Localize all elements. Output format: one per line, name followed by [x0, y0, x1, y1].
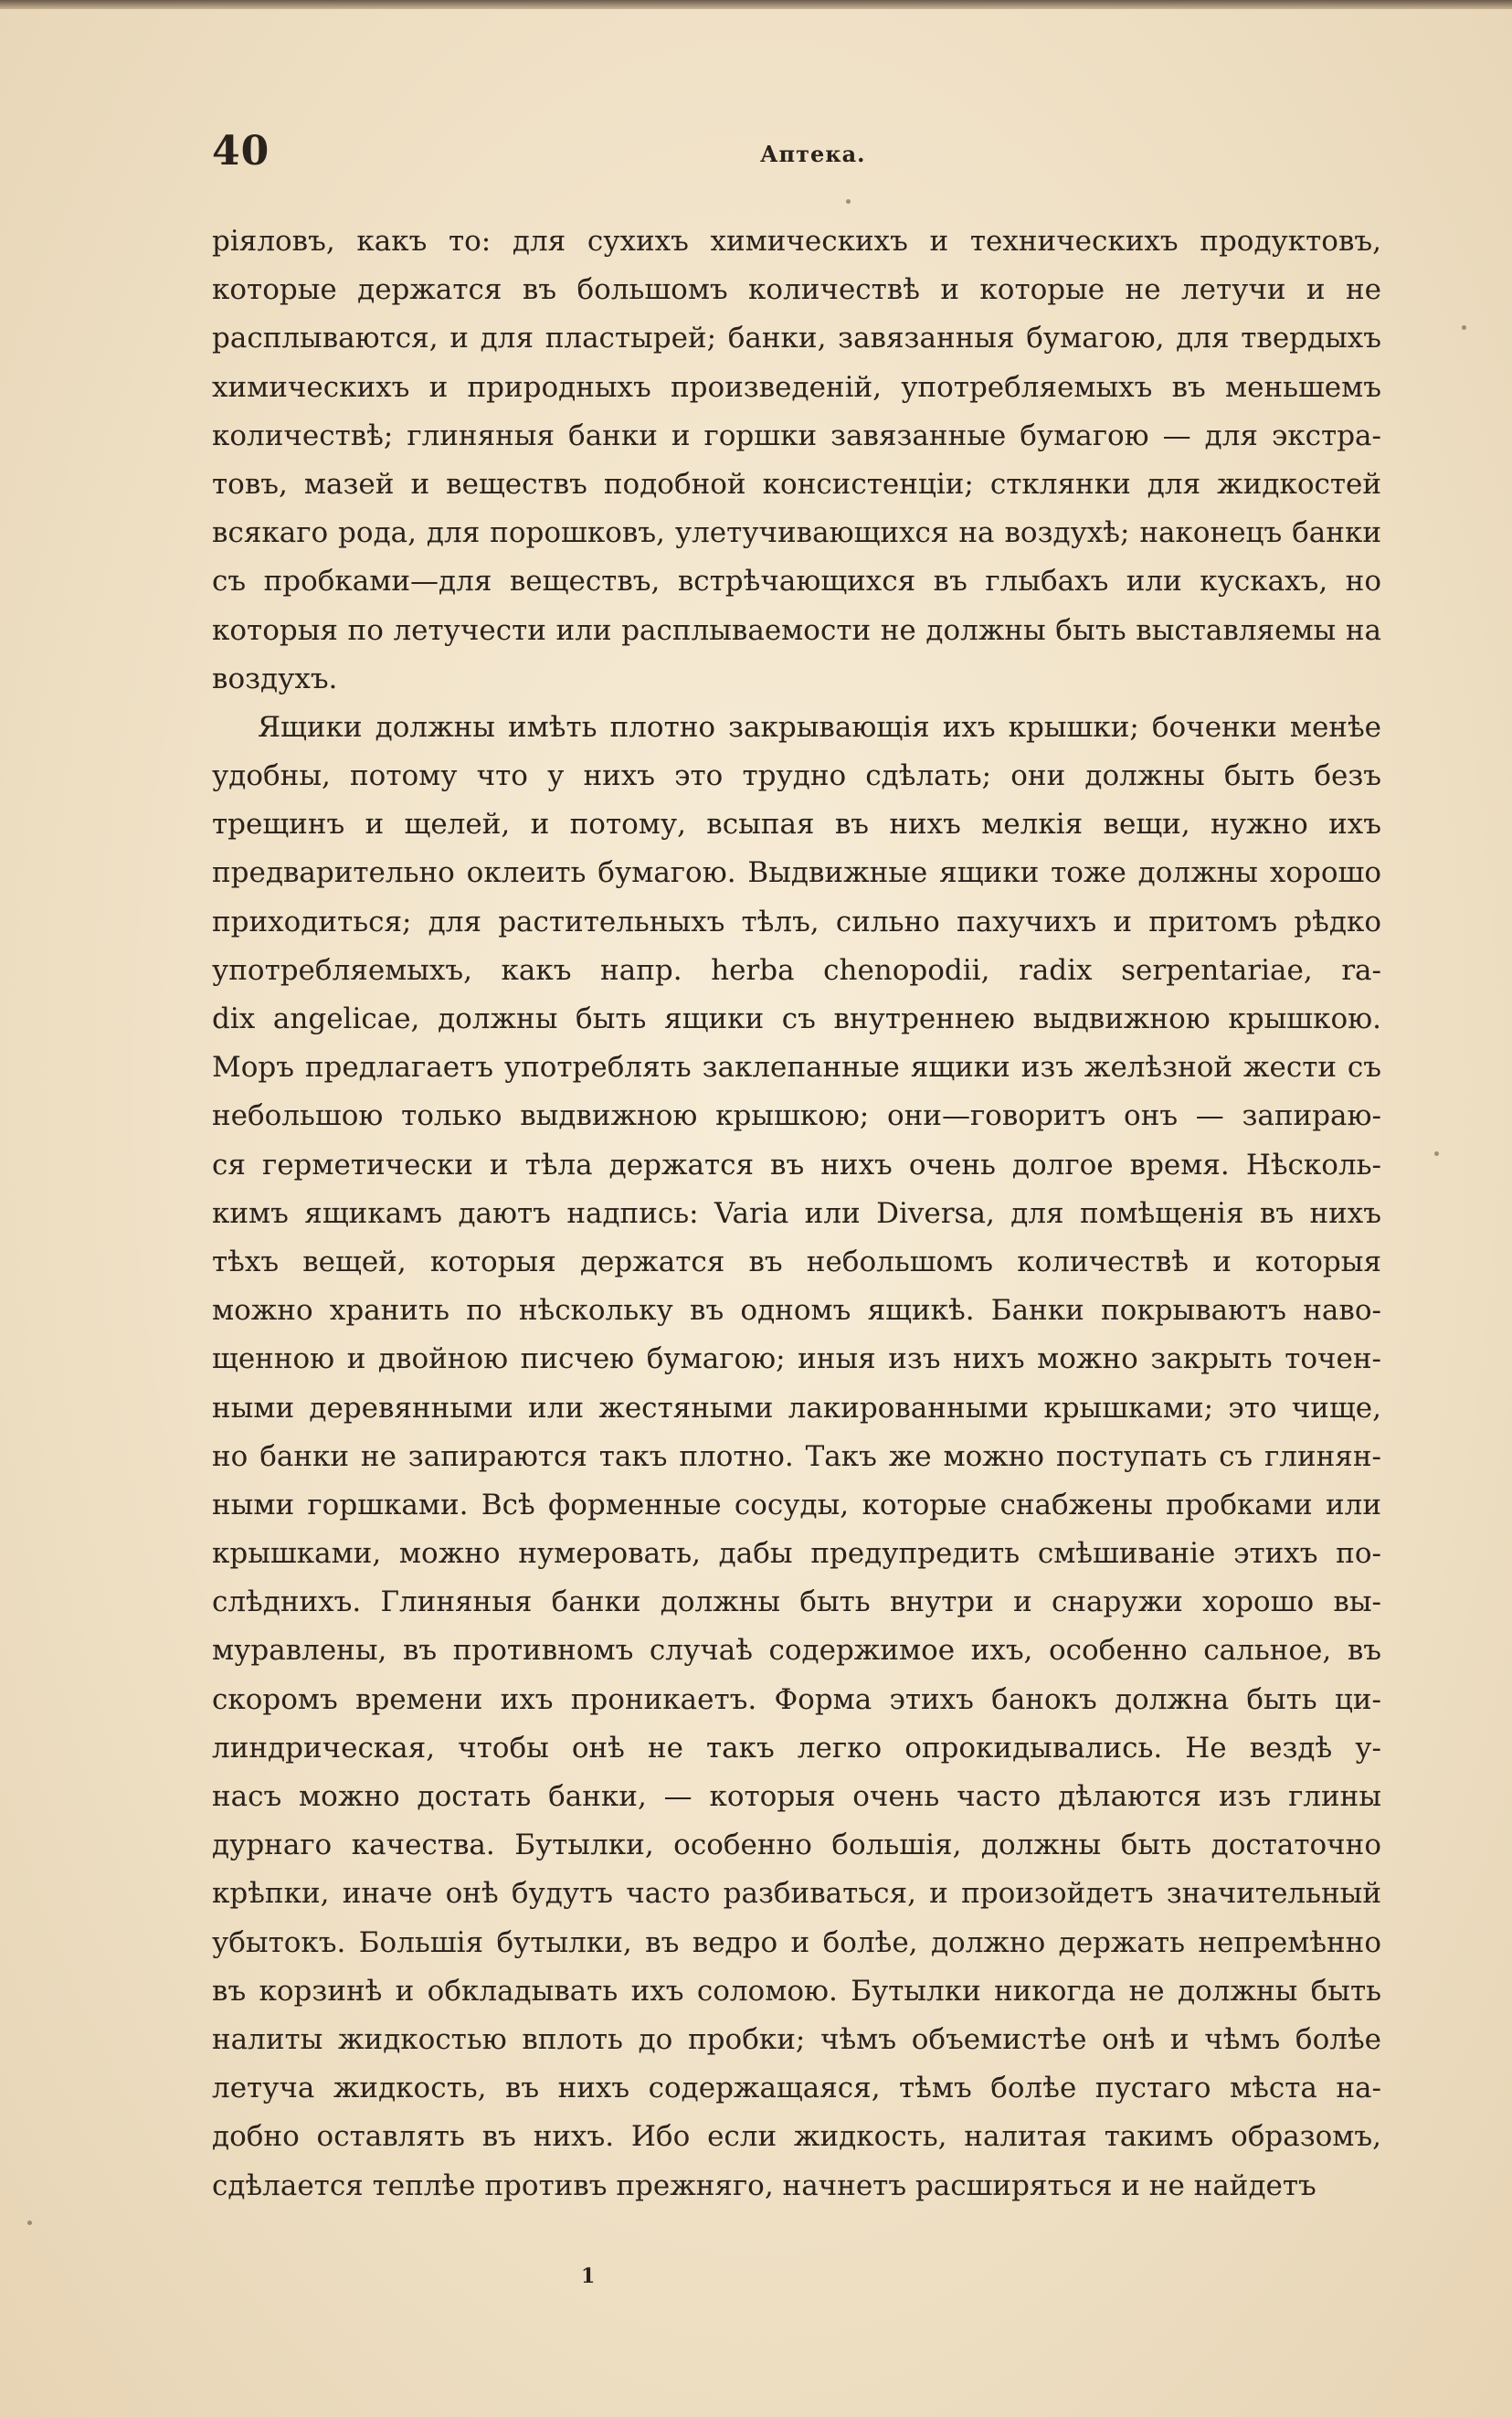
- paper-speck: [27, 2221, 32, 2225]
- text-line: всякаго рода, для порошковъ, улетучивающихся на воздухѣ; наконецъ банки: [212, 516, 1381, 550]
- text-line: но банки не запираются такъ плотно. Такъ же можно поступать съ глинян-: [212, 1439, 1381, 1473]
- page-top-edge: [0, 0, 1512, 9]
- text-line: приходиться; для растительныхъ тѣлъ, сильно пахучихъ и притомъ рѣдко: [212, 905, 1381, 938]
- text-line: ными горшками. Всѣ форменные сосуды, которые снабжены пробками или: [212, 1488, 1381, 1521]
- text-line: воздухъ.: [212, 662, 338, 695]
- text-line: слѣднихъ. Глиняныя банки должны быть внутри и снаружи хорошо вы-: [212, 1585, 1381, 1619]
- paper-speck: [1462, 325, 1466, 330]
- text-line: крѣпки, иначе онѣ будутъ часто разбиваться, и произойдетъ значительный: [212, 1877, 1381, 1911]
- text-line: ся герметически и тѣла держатся въ нихъ очень долгое время. Нѣсколь-: [212, 1148, 1381, 1182]
- text-line: муравлены, въ противномъ случаѣ содержимое ихъ, особенно сальное, въ: [212, 1634, 1381, 1668]
- text-line: которые держатся въ большомъ количествѣ и которые не летучи и не: [212, 273, 1381, 307]
- running-title: Аптека.: [760, 141, 866, 167]
- text-line: расплываются, и для пластырей; банки, завязанныя бумагою, для твердыхъ: [212, 322, 1381, 355]
- text-line: кимъ ящикамъ даютъ надпись: Varia или Diversa, для помѣщенія въ нихъ: [212, 1196, 1381, 1230]
- text-line: ными деревянными или жестяными лакированными крышками; это чище,: [212, 1391, 1381, 1425]
- text-line: трещинъ и щелей, и потому, всыпая въ нихъ мелкія вещи, нужно ихъ: [212, 808, 1381, 842]
- paper-speck: [1434, 1151, 1439, 1156]
- text-line: налиты жидкостью вплоть до пробки; чѣмъ объемистѣе онѣ и чѣмъ болѣе: [212, 2022, 1381, 2056]
- text-line: насъ можно достать банки, — которыя очень часто дѣлаются изъ глины: [212, 1780, 1381, 1813]
- paper-speck: [846, 199, 851, 204]
- text-line: удобны, потому что у нихъ это трудно сдѣлать; они должны быть безъ: [212, 759, 1381, 793]
- text-line: скоромъ времени ихъ проникаетъ. Форма этихъ банокъ должна быть ци-: [212, 1682, 1381, 1716]
- text-line: крышками, можно нумеровать, дабы предупредить смѣшиваніе этихъ по-: [212, 1537, 1381, 1571]
- text-line: тѣхъ вещей, которыя держатся въ небольшомъ количествѣ и которыя: [212, 1245, 1381, 1278]
- text-line: Ящики должны имѣть плотно закрывающія ихъ крышки; боченки менѣе: [258, 710, 1381, 744]
- text-line: съ пробками—для веществъ, встрѣчающихся въ глыбахъ или кускахъ, но: [212, 565, 1381, 599]
- text-line: количествѣ; глиняныя банки и горшки завязанные бумагою — для экстра-: [212, 419, 1381, 452]
- text-line: Моръ предлагаетъ употреблять заклепанные ящики изъ желѣзной жести съ: [212, 1051, 1381, 1085]
- text-line: употребляемыхъ, какъ напр. herba chenopodii, radix serpentariae, ra-: [212, 953, 1381, 987]
- text-line: въ корзинѣ и обкладывать ихъ соломою. Бутылки никогда не должны быть: [212, 1974, 1381, 2008]
- text-line: летуча жидкость, въ нихъ содержащаяся, тѣмъ болѣе пустаго мѣста на-: [212, 2072, 1381, 2105]
- text-line: химическихъ и природныхъ произведеній, употребляемыхъ въ меньшемъ: [212, 370, 1381, 404]
- text-line: дурнаго качества. Бутылки, особенно большія, должны быть достаточно: [212, 1829, 1381, 1862]
- text-line: щенною и двойною писчею бумагою; иныя изъ нихъ можно закрыть точен-: [212, 1342, 1381, 1376]
- text-line: dix angelicae, должны быть ящики съ внутреннею выдвижною крышкою.: [212, 1002, 1381, 1035]
- text-line: которыя по летучести или расплываемости не должны быть выставляемы на: [212, 613, 1381, 647]
- text-line: ріяловъ, какъ то: для сухихъ химическихъ и техническихъ продуктовъ,: [212, 225, 1381, 258]
- page-number: 40: [212, 128, 270, 175]
- body-text: [212, 217, 1381, 2210]
- text-line: убытокъ. Большія бутылки, въ ведро и болѣе, должно держать непремѣнно: [212, 1925, 1381, 1959]
- text-line: предварительно оклеить бумагою. Выдвижные ящики тоже должны хорошо: [212, 856, 1381, 890]
- text-line: сдѣлается теплѣе противъ прежняго, начнетъ расширяться и не найдетъ: [212, 2168, 1316, 2202]
- text-line: товъ, мазей и веществъ подобной консистенціи; стклянки для жидкостей: [212, 467, 1381, 501]
- text-line: небольшою только выдвижною крышкою; они—говоритъ онъ — запираю-: [212, 1099, 1381, 1133]
- text-line: добно оставлять въ нихъ. Ибо если жидкость, налитая такимъ образомъ,: [212, 2120, 1381, 2154]
- signature-mark: 1: [581, 2264, 596, 2288]
- text-line: линдрическая, чтобы онѣ не такъ легко опрокидывались. Не вездѣ у-: [212, 1731, 1381, 1765]
- page-header: [212, 128, 1381, 183]
- text-line: можно хранить по нѣскольку въ одномъ ящикѣ. Банки покрываютъ наво-: [212, 1294, 1381, 1328]
